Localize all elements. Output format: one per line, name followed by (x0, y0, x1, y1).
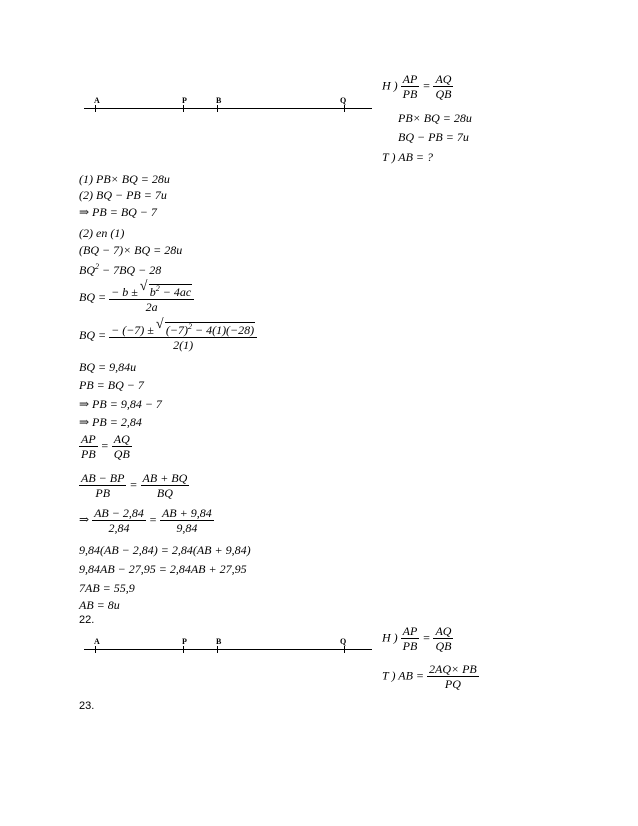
figure2-hypothesis: H ) $\frac{AP}{PB}$ = $\frac{AQ}{QB}$ (382, 624, 452, 653)
ratio-den: QB (435, 87, 452, 101)
solution-line: ⇒ PB = BQ − 7 (79, 205, 157, 219)
figure1-hypothesis (382, 72, 453, 101)
formula-term: − (−7) ± (111, 323, 154, 337)
ratio-equation: $\frac{AP}{PB}$ = $\frac{AQ}{QB}$ (81, 432, 130, 461)
solution-line: (BQ − 7)× BQ = 28u (79, 243, 183, 257)
formula-den: 2a (145, 300, 158, 314)
point-a-label: A (94, 637, 100, 646)
formula-lhs: BQ = (79, 327, 107, 342)
ratio-num: AQ (435, 72, 452, 86)
point-b-label: B (216, 96, 222, 105)
point-q-label: Q (340, 96, 347, 105)
equals-sign: = (422, 78, 431, 93)
solution-line: ⇒ PB = 2,84 (79, 415, 142, 429)
figure2-thesis: T ) AB = $\frac{2AQ\times PB}{PQ}$ (382, 662, 477, 691)
term: BQ (79, 263, 95, 277)
hypothesis-line-2: PB× BQ = 28u (398, 111, 472, 125)
point-q-label: Q (340, 637, 347, 646)
solution-line: (2) BQ − PB = 7u (79, 188, 167, 202)
solution-line: BQ = 9,84u (79, 360, 137, 374)
solution-line: (2) en (1) (79, 226, 125, 240)
term: − 7BQ − 28 (99, 263, 162, 277)
ratio-equation: $\frac{AB - BP}{PB}$ = $\frac{AB + BQ}{BQ}$ (81, 471, 188, 500)
formula-term: − b ± (111, 285, 138, 299)
section-number: 23. (79, 700, 95, 712)
section-number: 22. (79, 614, 95, 626)
point-p-label: P (182, 637, 187, 646)
sqrt-symbol: √ $b^2 - 4ac$ (141, 282, 192, 299)
formula-den: 2(1) (173, 338, 194, 352)
solution-line: PB = BQ − 7 (79, 378, 144, 392)
solution-line: AB = 8u (79, 598, 120, 612)
solution-line: ⇒ PB = 9,84 − 7 (79, 397, 162, 411)
solution-line: (1) PB× BQ = 28u (79, 172, 170, 186)
solution-line: 9,84(AB − 2,84) = 2,84(AB + 9,84) (79, 543, 251, 557)
thesis-line: T ) AB = ? (382, 150, 433, 164)
quadratic-formula (79, 282, 194, 314)
ratio-equation: ⇒ $\frac{AB - 2,84}{2,84}$ = $\frac{AB + 9,84}{9,84}$ (79, 506, 212, 535)
solution-line: 9,84AB − 27,95 = 2,84AB + 27,95 (79, 562, 247, 576)
point-a-label: A (94, 96, 100, 105)
ratio-den: PB (402, 87, 418, 101)
hypothesis-line-3: BQ − PB = 7u (398, 130, 469, 144)
ratio-num: AP (402, 72, 418, 86)
point-b-label: B (216, 637, 222, 646)
exponent: 2 (95, 262, 99, 271)
hypothesis-label: H ) (382, 78, 398, 93)
solution-line: 7AB = 55,9 (79, 581, 135, 595)
sqrt-symbol: √ $(-7)^2 - 4(1)(-28)$ (157, 320, 255, 337)
formula-lhs: BQ = (79, 289, 107, 304)
solution-line (79, 262, 161, 278)
point-p-label: P (182, 96, 187, 105)
quadratic-substitution (79, 320, 257, 352)
